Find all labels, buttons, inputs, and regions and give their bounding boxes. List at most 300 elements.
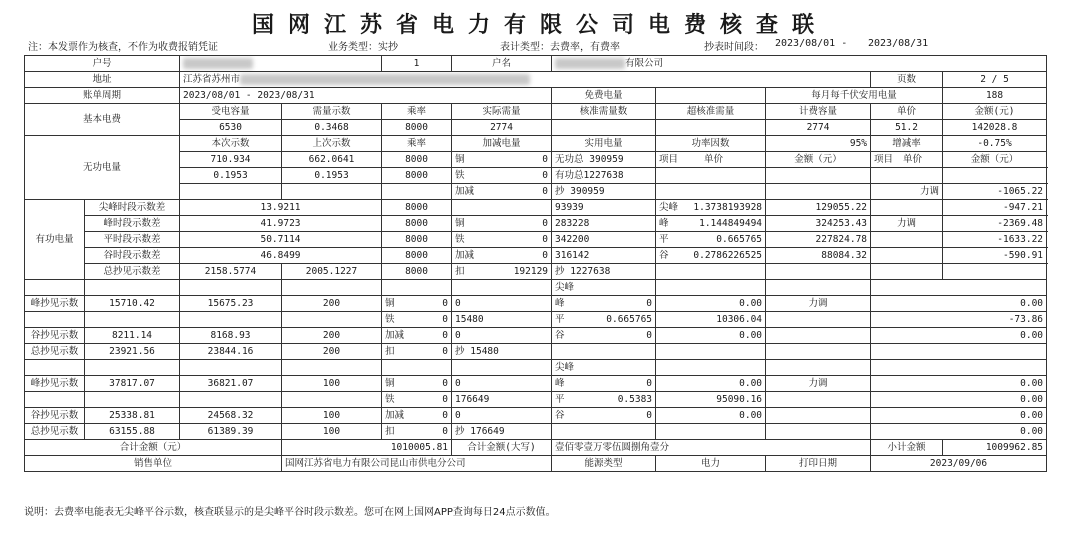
basic-v-amount: 142028.8 bbox=[943, 120, 1047, 136]
period-price: 0.665765 bbox=[716, 234, 763, 245]
meter-current: 25338.81 bbox=[85, 408, 180, 424]
reactive-multiplier-1: 8000 bbox=[382, 152, 452, 168]
reactive-h-power-factor: 功率因数 bbox=[656, 136, 766, 152]
reactive-multiplier-3 bbox=[382, 184, 452, 200]
tou-item-amount: -1633.22 bbox=[943, 232, 1047, 248]
meter-adjust bbox=[382, 360, 452, 376]
total-amount-label: 合计金额（元） bbox=[25, 440, 282, 456]
tou-item-amount: -2369.48 bbox=[943, 216, 1047, 232]
tou-amount: 88084.32 bbox=[766, 248, 871, 264]
tou-amount: 129055.22 bbox=[766, 200, 871, 216]
tou-current: 2158.5774 bbox=[180, 264, 282, 280]
reactive-sub-empty-5 bbox=[656, 184, 766, 200]
tou-adjust bbox=[452, 200, 552, 216]
tou-item bbox=[871, 232, 943, 248]
used-value: 1227638 bbox=[570, 266, 611, 277]
reactive-previous-3 bbox=[282, 184, 382, 200]
active-meter-row bbox=[25, 296, 1047, 312]
active-meter-row bbox=[25, 424, 1047, 440]
meter-item: 力调 bbox=[766, 376, 871, 392]
meter-used bbox=[452, 312, 552, 328]
sub-price-label: 单价 bbox=[704, 154, 724, 165]
meter-item bbox=[766, 408, 871, 424]
used-prefix: 抄 bbox=[455, 346, 471, 357]
meter-used bbox=[452, 376, 552, 392]
energy-type-value: 电力 bbox=[656, 456, 766, 472]
used-type: 抄 bbox=[555, 186, 565, 197]
address-value bbox=[180, 72, 871, 88]
tou-adjust bbox=[452, 248, 552, 264]
meter-multiplier bbox=[282, 280, 382, 296]
period-name: 谷 bbox=[555, 410, 565, 421]
used-value: 0 bbox=[455, 330, 461, 341]
meter-item-amount: 0.00 bbox=[871, 376, 1047, 392]
adjust-type: 铜 bbox=[455, 218, 465, 229]
meter-amount bbox=[656, 280, 766, 296]
reactive-used-2 bbox=[552, 168, 656, 184]
total-upper-value: 壹佰零壹万零伍圆捌角壹分 bbox=[552, 440, 871, 456]
period-price: 0 bbox=[646, 378, 653, 389]
adjust-value: 0 bbox=[442, 378, 449, 389]
tou-row-name: 尖峰时段示数差 bbox=[85, 200, 180, 216]
meter-multiplier: 100 bbox=[282, 424, 382, 440]
sub-price-label-2: 单价 bbox=[903, 154, 923, 165]
account-name-label: 户名 bbox=[452, 56, 552, 72]
adjust-type: 铜 bbox=[385, 298, 395, 309]
adjust-type: 加减 bbox=[385, 330, 405, 341]
meter-item-amount: 0.00 bbox=[871, 328, 1047, 344]
reactive-multiplier-2: 8000 bbox=[382, 168, 452, 184]
basic-h-unit-price: 单价 bbox=[871, 104, 943, 120]
meter-previous: 61389.39 bbox=[180, 424, 282, 440]
period-name: 平 bbox=[659, 234, 669, 245]
free-kwh-value bbox=[656, 88, 766, 104]
note-text: 注：本发票作为核查，不作为收费报销凭证 bbox=[28, 42, 218, 53]
tou-used bbox=[552, 248, 656, 264]
adjust-type: 铜 bbox=[455, 154, 465, 165]
meter-item bbox=[766, 344, 871, 360]
period-name: 谷 bbox=[555, 330, 565, 341]
used-value: 0 bbox=[455, 410, 461, 421]
meter-previous bbox=[180, 360, 282, 376]
meter-item-amount: 0.00 bbox=[871, 392, 1047, 408]
reactive-label: 无功电量 bbox=[25, 136, 180, 200]
active-meter-row bbox=[25, 408, 1047, 424]
row-cycle bbox=[25, 88, 1047, 104]
meter-item-amount: -73.86 bbox=[871, 312, 1047, 328]
meter-row-name: 峰抄见示数 bbox=[25, 376, 85, 392]
basic-h-approved-demand: 核准需量数 bbox=[552, 104, 656, 120]
basic-v-excess-demand bbox=[656, 120, 766, 136]
active-tou-row bbox=[25, 248, 1047, 264]
basic-v-demand-reading: 0.3468 bbox=[282, 120, 382, 136]
tou-item bbox=[871, 200, 943, 216]
tou-used bbox=[552, 216, 656, 232]
meter-used bbox=[452, 344, 552, 360]
reactive-h-current: 本次示数 bbox=[180, 136, 282, 152]
meter-adjust bbox=[382, 376, 452, 392]
reactive-h-used: 实用电量 bbox=[552, 136, 656, 152]
meter-item bbox=[766, 280, 871, 296]
meter-amount: 95090.16 bbox=[656, 392, 766, 408]
basic-h-demand-reading: 需量示数 bbox=[282, 104, 382, 120]
adjust-type: 加减 bbox=[455, 186, 475, 197]
meter-amount: 0.00 bbox=[656, 296, 766, 312]
power-adjust-label: 力调 bbox=[871, 184, 943, 200]
adjust-type: 铁 bbox=[455, 234, 465, 245]
period-price: 0 bbox=[646, 410, 653, 421]
adjust-type: 加减 bbox=[385, 410, 405, 421]
basic-h-capacity: 受电容量 bbox=[180, 104, 282, 120]
reactive-previous-2: 0.1953 bbox=[282, 168, 382, 184]
adjust-value: 0 bbox=[542, 250, 549, 261]
basic-fee-header bbox=[25, 104, 1047, 120]
used-prefix: 抄 bbox=[555, 266, 571, 277]
active-meter-row bbox=[25, 328, 1047, 344]
meter-item-amount: 0.00 bbox=[871, 296, 1047, 312]
reactive-sub-empty-6 bbox=[766, 184, 871, 200]
reactive-subhead-2 bbox=[871, 152, 943, 168]
tou-period-price bbox=[656, 232, 766, 248]
meter-row-name: 总抄见示数 bbox=[25, 424, 85, 440]
meter-item bbox=[766, 328, 871, 344]
reactive-used-1 bbox=[552, 152, 656, 168]
adjust-type: 扣 bbox=[385, 426, 395, 437]
subtotal-label: 小计金额 bbox=[871, 440, 943, 456]
tou-item-amount bbox=[943, 264, 1047, 280]
period-to: 2023/08/31 bbox=[868, 38, 929, 49]
used-prefix: 抄 bbox=[455, 426, 471, 437]
meter-used bbox=[452, 424, 552, 440]
meter-used bbox=[452, 392, 552, 408]
active-tou-row bbox=[25, 200, 1047, 216]
meter-item: 力调 bbox=[766, 296, 871, 312]
meter-current bbox=[85, 392, 180, 408]
period-name: 峰 bbox=[555, 378, 565, 389]
meter-period-price bbox=[552, 392, 656, 408]
tou-multiplier: 8000 bbox=[382, 216, 452, 232]
reactive-change-rate-value: -0.75% bbox=[943, 136, 1047, 152]
meter-period-price bbox=[552, 376, 656, 392]
meter-used bbox=[452, 360, 552, 376]
account-name-value bbox=[552, 56, 1047, 72]
energy-type-label: 能源类型 bbox=[552, 456, 656, 472]
meter-item-amount: 0.00 bbox=[871, 424, 1047, 440]
tou-item: 力调 bbox=[871, 216, 943, 232]
reactive-adjust-3 bbox=[452, 184, 552, 200]
adjust-value: 0 bbox=[442, 298, 449, 309]
meter-adjust bbox=[382, 296, 452, 312]
used-value: 390959 bbox=[589, 154, 624, 165]
meter-item bbox=[766, 424, 871, 440]
meter-adjust bbox=[382, 424, 452, 440]
meter-item-amount: 0.00 bbox=[871, 408, 1047, 424]
period-price: 0.5383 bbox=[617, 394, 653, 405]
period-name: 尖峰 bbox=[555, 362, 575, 373]
reactive-h-adjust: 加减电量 bbox=[452, 136, 552, 152]
meter-period-price bbox=[552, 280, 656, 296]
period-price: 0 bbox=[646, 298, 653, 309]
bill-table bbox=[24, 55, 1047, 472]
meter-current bbox=[85, 312, 180, 328]
active-tou-row bbox=[25, 264, 1047, 280]
meter-row-name bbox=[25, 312, 85, 328]
active-meter-row bbox=[25, 392, 1047, 408]
period-price: 1.144849494 bbox=[699, 218, 763, 229]
meter-adjust bbox=[382, 328, 452, 344]
redacted-address bbox=[240, 74, 530, 85]
pages-label: 页数 bbox=[871, 72, 943, 88]
reactive-header bbox=[25, 136, 1047, 152]
total-upper-label: 合计金额(大写) bbox=[452, 440, 552, 456]
print-date-value: 2023/09/06 bbox=[871, 456, 1047, 472]
tou-used bbox=[552, 264, 656, 280]
tou-previous: 2005.1227 bbox=[282, 264, 382, 280]
used-value: 176649 bbox=[455, 394, 490, 405]
active-power-label: 有功电量 bbox=[25, 200, 85, 280]
period-name: 谷 bbox=[659, 250, 669, 261]
period-price: 0.665765 bbox=[606, 314, 653, 325]
total-amount-value: 1010005.81 bbox=[282, 440, 452, 456]
redacted-account-no bbox=[183, 58, 253, 69]
sales-unit-value: 国网江苏省电力有限公司昆山市供电分公司 bbox=[282, 456, 552, 472]
reactive-current-2: 0.1953 bbox=[180, 168, 282, 184]
reactive-previous-1: 662.0641 bbox=[282, 152, 382, 168]
sub-amount-label: 金额（元） bbox=[766, 152, 871, 168]
tou-period-price bbox=[656, 248, 766, 264]
used-type: 有功总 bbox=[555, 170, 584, 181]
meter-multiplier bbox=[282, 312, 382, 328]
period-name: 平 bbox=[555, 394, 565, 405]
tou-diff-value: 50.7114 bbox=[180, 232, 382, 248]
period-price: 1.3738193928 bbox=[693, 202, 763, 213]
adjust-value: 0 bbox=[442, 346, 449, 357]
meter-multiplier: 100 bbox=[282, 376, 382, 392]
meter-previous bbox=[180, 392, 282, 408]
reactive-sub-empty-3 bbox=[871, 168, 943, 184]
meter-item bbox=[766, 360, 871, 376]
used-type: 无功总 bbox=[555, 154, 584, 165]
tou-period-price bbox=[656, 264, 766, 280]
tou-amount: 324253.43 bbox=[766, 216, 871, 232]
adjust-value: 0 bbox=[542, 186, 549, 197]
meter-item-amount bbox=[871, 344, 1047, 360]
tou-row-name: 平时段示数差 bbox=[85, 232, 180, 248]
basic-v-actual-demand: 2774 bbox=[452, 120, 552, 136]
adjust-value: 0 bbox=[442, 410, 449, 421]
account-no-label: 户号 bbox=[25, 56, 180, 72]
adjust-value: 0 bbox=[542, 234, 549, 245]
tou-adjust bbox=[452, 216, 552, 232]
meter-period-price bbox=[552, 344, 656, 360]
footnote: 说明：去费率电能表无尖峰平谷示数，核查联显示的是尖峰平谷时段示数差。您可在网上国网APP查询每日24点示数值。 bbox=[24, 507, 556, 518]
meter-amount bbox=[656, 344, 766, 360]
tou-row-name: 峰时段示数差 bbox=[85, 216, 180, 232]
meter-period-price bbox=[552, 408, 656, 424]
adjust-value: 0 bbox=[542, 154, 549, 165]
meter-amount bbox=[656, 360, 766, 376]
address-label: 地址 bbox=[25, 72, 180, 88]
meter-item bbox=[766, 312, 871, 328]
basic-v-unit-price: 51.2 bbox=[871, 120, 943, 136]
free-kwh-label: 免费电量 bbox=[552, 88, 656, 104]
active-meter-row bbox=[25, 344, 1047, 360]
reactive-subhead-1 bbox=[656, 152, 766, 168]
meter-adjust bbox=[382, 344, 452, 360]
kwh-per-kva-label: 每月每千伏安用电量 bbox=[766, 88, 943, 104]
reactive-sub-empty-2 bbox=[766, 168, 871, 184]
tou-row-name: 谷时段示数差 bbox=[85, 248, 180, 264]
reactive-h-multiplier: 乘率 bbox=[382, 136, 452, 152]
reactive-current-1: 710.934 bbox=[180, 152, 282, 168]
reactive-sub-empty-4 bbox=[943, 168, 1047, 184]
tou-item-amount: -590.91 bbox=[943, 248, 1047, 264]
meter-period-price bbox=[552, 296, 656, 312]
used-value: 342200 bbox=[555, 234, 590, 245]
totals-row bbox=[25, 440, 1047, 456]
period-price: 0 bbox=[646, 330, 653, 341]
active-meter-row bbox=[25, 376, 1047, 392]
meter-period-price bbox=[552, 312, 656, 328]
tou-amount: 227824.78 bbox=[766, 232, 871, 248]
meter-previous: 24568.32 bbox=[180, 408, 282, 424]
tou-row-name: 总抄见示数差 bbox=[85, 264, 180, 280]
basic-v-multiplier: 8000 bbox=[382, 120, 452, 136]
tou-diff-value: 41.9723 bbox=[180, 216, 382, 232]
period-name: 平 bbox=[555, 314, 565, 325]
used-value: 1227638 bbox=[583, 170, 624, 181]
period-name: 峰 bbox=[555, 298, 565, 309]
meter-row-name bbox=[25, 360, 85, 376]
tou-item bbox=[871, 248, 943, 264]
basic-v-capacity: 6530 bbox=[180, 120, 282, 136]
meter-current: 15710.42 bbox=[85, 296, 180, 312]
power-adjust-amount: -1065.22 bbox=[943, 184, 1047, 200]
meter-previous bbox=[180, 280, 282, 296]
tou-multiplier: 8000 bbox=[382, 264, 452, 280]
sub-amount-label-2: 金额（元） bbox=[943, 152, 1047, 168]
adjust-value: 0 bbox=[542, 218, 549, 229]
used-value: 283228 bbox=[555, 218, 590, 229]
meter-row-name: 谷抄见示数 bbox=[25, 328, 85, 344]
print-date-label: 打印日期 bbox=[766, 456, 871, 472]
meter-row-name bbox=[25, 280, 85, 296]
tou-multiplier: 8000 bbox=[382, 232, 452, 248]
meter-period-price bbox=[552, 328, 656, 344]
reactive-h-change-rate: 增减率 bbox=[871, 136, 943, 152]
reactive-power-factor-value: 95% bbox=[766, 136, 871, 152]
meter-multiplier: 200 bbox=[282, 328, 382, 344]
tou-period-price bbox=[656, 200, 766, 216]
meter-item bbox=[766, 392, 871, 408]
row-account bbox=[25, 56, 1047, 72]
business-type: 业务类型：实抄 bbox=[328, 42, 398, 53]
used-value: 0 bbox=[455, 298, 461, 309]
tou-used bbox=[552, 200, 656, 216]
used-value: 15480 bbox=[470, 346, 499, 357]
row-address bbox=[25, 72, 1047, 88]
meter-amount: 0.00 bbox=[656, 376, 766, 392]
tou-item-amount: -947.21 bbox=[943, 200, 1047, 216]
meter-multiplier bbox=[282, 392, 382, 408]
meter-used bbox=[452, 296, 552, 312]
adjust-value: 0 bbox=[442, 394, 449, 405]
meter-used bbox=[452, 328, 552, 344]
basic-h-billing-capacity: 计费容量 bbox=[766, 104, 871, 120]
adjust-value: 0 bbox=[442, 426, 449, 437]
tou-adjust bbox=[452, 232, 552, 248]
meter-row-name: 谷抄见示数 bbox=[25, 408, 85, 424]
used-value: 0 bbox=[455, 378, 461, 389]
period-name: 峰 bbox=[659, 218, 669, 229]
bill-title: 国网江苏省电力有限公司电费核查联 bbox=[251, 12, 828, 38]
tou-used bbox=[552, 232, 656, 248]
adjust-type: 铁 bbox=[385, 394, 395, 405]
adjust-type: 铜 bbox=[385, 378, 395, 389]
active-tou-row bbox=[25, 232, 1047, 248]
basic-v-approved-demand bbox=[552, 120, 656, 136]
meter-multiplier: 100 bbox=[282, 408, 382, 424]
basic-h-amount: 金额(元) bbox=[943, 104, 1047, 120]
tou-period-price bbox=[656, 216, 766, 232]
adjust-type: 扣 bbox=[455, 266, 465, 277]
meter-adjust bbox=[382, 392, 452, 408]
tou-multiplier: 8000 bbox=[382, 200, 452, 216]
basic-h-multiplier: 乘率 bbox=[382, 104, 452, 120]
active-meter-row bbox=[25, 280, 1047, 296]
meter-current bbox=[85, 280, 180, 296]
tou-multiplier: 8000 bbox=[382, 248, 452, 264]
used-value: 316142 bbox=[555, 250, 590, 261]
meter-previous: 23844.16 bbox=[180, 344, 282, 360]
tou-item bbox=[871, 264, 943, 280]
meter-current: 23921.56 bbox=[85, 344, 180, 360]
reactive-sub-empty-1 bbox=[656, 168, 766, 184]
sub-item-label-2: 项目 bbox=[874, 154, 894, 165]
meter-multiplier: 200 bbox=[282, 344, 382, 360]
meter-current: 8211.14 bbox=[85, 328, 180, 344]
meter-amount: 10306.04 bbox=[656, 312, 766, 328]
meter-used bbox=[452, 280, 552, 296]
tou-adjust bbox=[452, 264, 552, 280]
meter-period-price bbox=[552, 424, 656, 440]
redacted-account-name bbox=[555, 58, 625, 69]
meter-item-amount bbox=[871, 360, 1047, 376]
tou-amount bbox=[766, 264, 871, 280]
cycle-label: 账单周期 bbox=[25, 88, 180, 104]
reactive-adjust-1 bbox=[452, 152, 552, 168]
meter-previous: 8168.93 bbox=[180, 328, 282, 344]
company-suffix: 有限公司 bbox=[625, 58, 664, 69]
adjust-type: 铁 bbox=[455, 170, 465, 181]
tou-diff-value: 46.8499 bbox=[180, 248, 382, 264]
meter-current: 63155.88 bbox=[85, 424, 180, 440]
meter-used bbox=[452, 408, 552, 424]
meter-amount: 0.00 bbox=[656, 328, 766, 344]
subtotal-value: 1009962.85 bbox=[943, 440, 1047, 456]
adjust-value: 0 bbox=[442, 314, 449, 325]
period-label: 抄表时间段： bbox=[704, 42, 764, 53]
pages-value: 2 / 5 bbox=[943, 72, 1047, 88]
basic-h-actual-demand: 实际需量 bbox=[452, 104, 552, 120]
meter-row-name bbox=[25, 392, 85, 408]
meter-previous: 36821.07 bbox=[180, 376, 282, 392]
used-value: 390959 bbox=[570, 186, 605, 197]
meter-current: 37817.07 bbox=[85, 376, 180, 392]
sales-unit-label: 销售单位 bbox=[25, 456, 282, 472]
meter-adjust bbox=[382, 408, 452, 424]
used-value: 15480 bbox=[455, 314, 484, 325]
